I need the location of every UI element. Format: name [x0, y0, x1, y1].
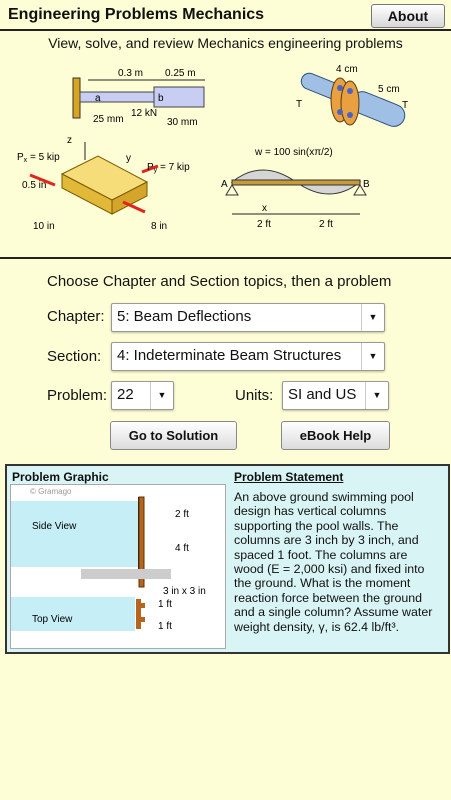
units-value: SI and US — [288, 386, 357, 403]
units-select[interactable] — [282, 381, 389, 410]
bar-a: a — [95, 93, 101, 104]
block-z: z — [67, 135, 72, 146]
block-figure — [17, 135, 190, 232]
spacing-1: 1 ft — [158, 599, 172, 610]
problem-panel — [5, 464, 450, 654]
app-title: Engineering Problems Mechanics — [8, 6, 265, 23]
beam-s2: 2 ft — [319, 219, 333, 230]
beam-b: B — [363, 179, 370, 190]
side-view-label: Side View — [32, 521, 77, 532]
bar-d2: 30 mm — [167, 117, 198, 128]
problem-value: 22 — [117, 386, 134, 403]
problem-statement: An above ground swimming pool design has vertical columns supporting the pool walls. The columns are 3 inch by 3 inch, and spaced 1 foot. The columns are wood (E = 2,000 ksi) and fixed into the ground. What is the moment reaction force between the ground and a single column? Assume water weight density, γ, is 62.4 lb/ft³. — [234, 490, 433, 634]
spacing-2: 1 ft — [158, 621, 172, 632]
top-view-label: Top View — [32, 614, 73, 625]
shaft-t1: T — [296, 99, 303, 110]
bar-len2: 0.25 m — [165, 68, 196, 79]
axial-bar-figure — [73, 68, 205, 128]
chevron-down-icon: ▼ — [361, 343, 384, 370]
dim-2ft: 2 ft — [175, 509, 189, 520]
pool-diagram — [11, 485, 225, 648]
bar-d1: 25 mm — [93, 114, 124, 125]
block-thick: 0.5 in — [22, 180, 47, 191]
block-py: $P_y = 7$ kip — [147, 162, 190, 174]
beam-a: A — [221, 179, 228, 190]
chapter-select[interactable] — [111, 303, 385, 332]
torsion-shaft-figure — [296, 64, 408, 130]
section-divider — [0, 257, 451, 259]
title-divider — [0, 29, 451, 31]
shaft-d2: 5 cm — [378, 84, 400, 95]
ebook-help-button[interactable]: eBook Help — [281, 421, 390, 450]
block-w: 10 in — [33, 221, 55, 232]
column-size: 3 in x 3 in — [163, 586, 206, 597]
block-y: y — [126, 153, 131, 164]
beam-s1: 2 ft — [257, 219, 271, 230]
beam-load: w = 100 sin(xπ/2) — [255, 147, 333, 158]
problem-graphic — [10, 484, 226, 649]
problem-label: Problem: — [47, 387, 108, 404]
problem-select[interactable] — [111, 381, 174, 410]
chevron-down-icon: ▼ — [365, 382, 388, 409]
go-to-solution-button[interactable]: Go to Solution — [110, 421, 237, 450]
statement-title: Problem Statement — [234, 470, 344, 484]
beam-x: x — [262, 203, 267, 214]
subtitle: View, solve, and review Mechanics engineering problems — [48, 35, 403, 51]
about-button[interactable]: About — [371, 4, 445, 28]
shaft-t2: T — [402, 100, 409, 111]
bar-load: 12 kN — [131, 108, 158, 119]
example-gallery — [0, 60, 451, 250]
chevron-down-icon: ▼ — [361, 304, 384, 331]
bar-b: b — [158, 93, 164, 104]
section-label: Section: — [47, 348, 102, 365]
beam-figure — [221, 147, 370, 230]
copyright: © Gramago — [30, 487, 72, 496]
section-value: 4: Indeterminate Beam Structures — [117, 347, 342, 364]
shaft-d1: 4 cm — [336, 64, 358, 75]
title-bar — [0, 0, 451, 30]
graphic-title: Problem Graphic — [12, 470, 109, 484]
block-px: $P_x = 5$ kip — [17, 152, 60, 164]
units-label: Units: — [235, 387, 274, 404]
bar-len1: 0.3 m — [118, 68, 144, 79]
chevron-down-icon: ▼ — [150, 382, 173, 409]
chapter-label: Chapter: — [47, 308, 105, 325]
block-d: 8 in — [151, 221, 168, 232]
chapter-value: 5: Beam Deflections — [117, 308, 252, 325]
dim-4ft: 4 ft — [175, 543, 189, 554]
section-select[interactable] — [111, 342, 385, 371]
choose-instructions: Choose Chapter and Section topics, then a problem — [47, 273, 392, 290]
